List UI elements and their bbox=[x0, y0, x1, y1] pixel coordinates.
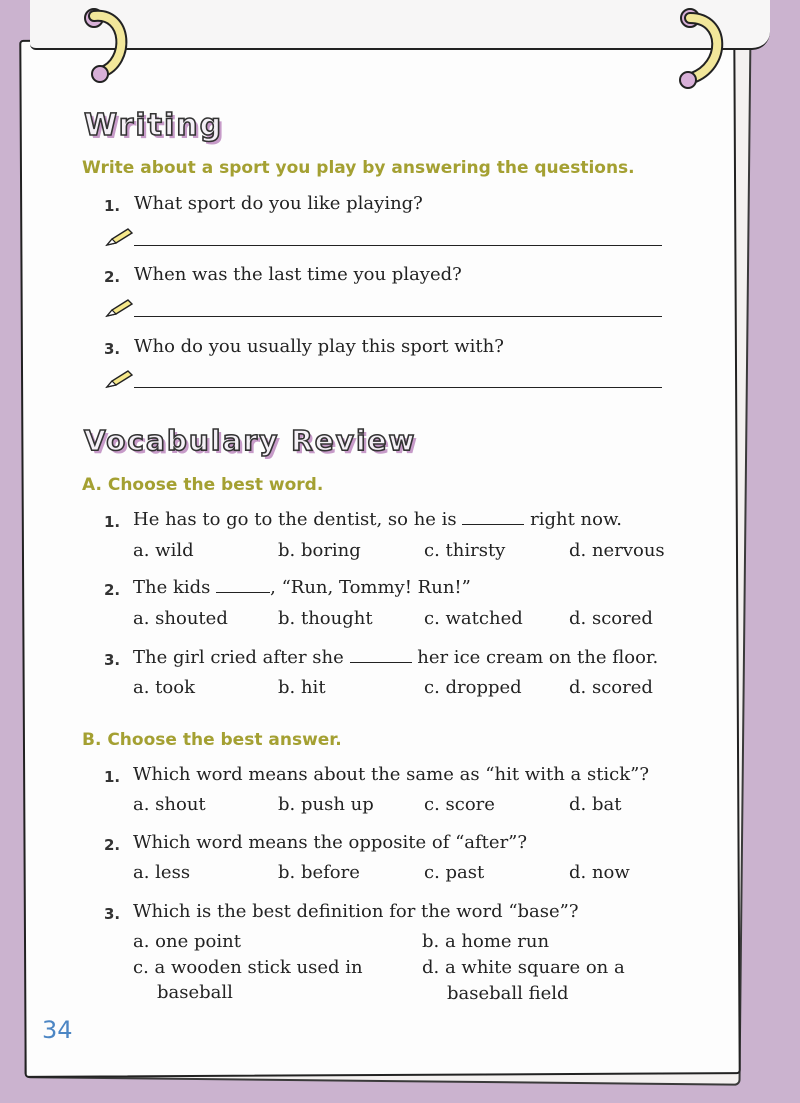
option-d-continued[interactable]: baseball field bbox=[447, 983, 569, 1004]
question-text-after: , “Run, Tommy! Run!” bbox=[270, 577, 471, 598]
pencil-icon bbox=[104, 297, 134, 319]
part-a-q2-number: 2. bbox=[104, 581, 121, 599]
part-b-q2-number: 2. bbox=[104, 836, 121, 854]
option-b[interactable]: b. thought bbox=[278, 608, 373, 629]
option-b[interactable]: b. before bbox=[278, 862, 360, 883]
option-c-continued[interactable]: baseball bbox=[157, 982, 233, 1003]
part-a-instruction: A. Choose the best word. bbox=[82, 475, 324, 495]
option-a[interactable]: a. one point bbox=[133, 931, 241, 952]
option-d[interactable]: d. a white square on a bbox=[422, 957, 625, 978]
part-a-q1-text bbox=[133, 509, 622, 530]
question-text-after: her ice cream on the floor. bbox=[417, 647, 659, 668]
part-b-instruction: B. Choose the best answer. bbox=[82, 730, 342, 750]
page-number: 34 bbox=[42, 1016, 73, 1044]
part-b-q2-text: Which word means the opposite of “after”? bbox=[133, 832, 528, 853]
part-b-q3-number: 3. bbox=[104, 905, 121, 923]
answer-line[interactable] bbox=[134, 245, 662, 246]
writing-q3-text: Who do you usually play this sport with? bbox=[134, 336, 504, 357]
option-c[interactable]: c. dropped bbox=[424, 677, 522, 698]
fill-blank[interactable] bbox=[350, 648, 412, 663]
option-c[interactable]: c. watched bbox=[424, 608, 523, 629]
part-a-q3-text bbox=[133, 647, 658, 668]
binder-ring-left-icon bbox=[78, 2, 138, 92]
option-b[interactable]: b. a home run bbox=[422, 931, 550, 952]
option-a[interactable]: a. shout bbox=[133, 794, 206, 815]
option-d[interactable]: d. now bbox=[569, 862, 630, 883]
answer-line[interactable] bbox=[134, 387, 662, 388]
answer-line[interactable] bbox=[134, 316, 662, 317]
writing-q2-number: 2. bbox=[104, 268, 121, 286]
question-text-before: He has to go to the dentist, so he is bbox=[133, 509, 457, 530]
option-d[interactable]: d. bat bbox=[569, 794, 622, 815]
option-c[interactable]: c. past bbox=[424, 862, 485, 883]
option-d[interactable]: d. nervous bbox=[569, 540, 665, 561]
writing-title: Writing bbox=[84, 108, 224, 143]
writing-q3-number: 3. bbox=[104, 340, 121, 358]
question-text-before: The kids bbox=[133, 577, 211, 598]
writing-q2-text: When was the last time you played? bbox=[134, 264, 462, 285]
option-b[interactable]: b. push up bbox=[278, 794, 374, 815]
part-b-q1-text: Which word means about the same as “hit with a stick”? bbox=[133, 764, 650, 785]
option-d[interactable]: d. scored bbox=[569, 608, 653, 629]
option-d[interactable]: d. scored bbox=[569, 677, 653, 698]
pencil-icon bbox=[104, 368, 134, 390]
writing-instruction: Write about a sport you play by answering the questions. bbox=[82, 158, 635, 178]
part-b-q1-number: 1. bbox=[104, 768, 121, 786]
vocab-title: Vocabulary Review bbox=[84, 424, 417, 457]
part-a-q3-number: 3. bbox=[104, 651, 121, 669]
option-a[interactable]: a. wild bbox=[133, 540, 194, 561]
pencil-icon bbox=[104, 226, 134, 248]
option-c[interactable]: c. score bbox=[424, 794, 495, 815]
question-text-after: right now. bbox=[530, 509, 622, 530]
option-a[interactable]: a. shouted bbox=[133, 608, 228, 629]
binder-ring-right-icon bbox=[670, 2, 730, 97]
option-b[interactable]: b. boring bbox=[278, 540, 361, 561]
part-b-q3-text: Which is the best definition for the word “base”? bbox=[133, 901, 579, 922]
option-c[interactable]: c. thirsty bbox=[424, 540, 506, 561]
question-text-before: The girl cried after she bbox=[133, 647, 344, 668]
option-b[interactable]: b. hit bbox=[278, 677, 326, 698]
writing-q1-text: What sport do you like playing? bbox=[134, 193, 423, 214]
part-a-q1-number: 1. bbox=[104, 513, 121, 531]
option-c[interactable]: c. a wooden stick used in bbox=[133, 957, 363, 978]
option-a[interactable]: a. less bbox=[133, 862, 191, 883]
fill-blank[interactable] bbox=[216, 578, 270, 593]
option-a[interactable]: a. took bbox=[133, 677, 195, 698]
writing-q1-number: 1. bbox=[104, 197, 121, 215]
page-curl bbox=[30, 0, 770, 50]
part-a-q2-text bbox=[133, 577, 471, 598]
fill-blank[interactable] bbox=[462, 510, 524, 525]
